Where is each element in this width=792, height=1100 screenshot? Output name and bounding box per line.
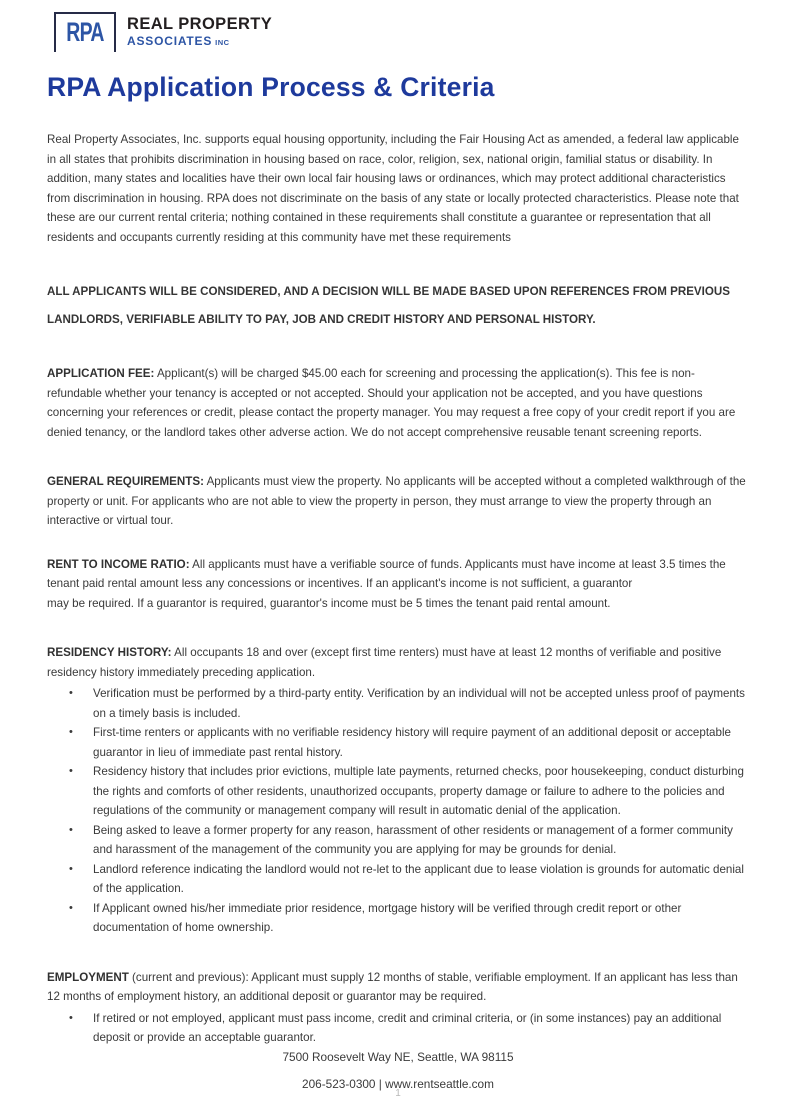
notice-paragraph: ALL APPLICANTS WILL BE CONSIDERED, AND A DECISION WILL BE MADE BASED UPON REFERENCES FROM PREVIOUS LANDLORDS, VERIFIABLE ABILITY TO PAY, JOB AND CREDIT HISTORY AND PERSONAL HISTORY. bbox=[47, 285, 730, 326]
employment-intro bbox=[47, 968, 749, 1007]
section-text-employment: (current and previous): Applicant must supply 12 months of stable, verifiable employment. If an applicant has less than 12 months of employment history, an additional deposit or guarantor may be required. bbox=[47, 970, 738, 1003]
employment-bullet-list bbox=[47, 1009, 749, 1048]
company-name-line1: REAL PROPERTY bbox=[127, 15, 273, 34]
page-title: RPA Application Process & Criteria bbox=[47, 72, 495, 102]
section-heading-rent-to-income: RENT TO INCOME RATIO: bbox=[47, 557, 190, 571]
list-item: • First-time renters or applicants with no verifiable residency history will require payment of an additional deposit or acceptable guarantor in lieu of immediate past rental history. bbox=[93, 723, 749, 762]
section-text2-rent-to-income: may be required. If a guarantor is required, guarantor's income must be 5 times the tenant paid rental amount. bbox=[47, 596, 611, 610]
footer-address: 7500 Roosevelt Way NE, Seattle, WA 98115 bbox=[282, 1049, 514, 1064]
list-item: • Residency history that includes prior evictions, multiple late payments, returned checks, poor housekeeping, conduct disturbing the rights and comforts of other residents, unauthorized occupants, property damage or failure to adhere to the policies and regulations of the community or management company will result in automatic denial of the application. bbox=[93, 762, 749, 821]
section-heading-general-requirements: GENERAL REQUIREMENTS: bbox=[47, 475, 204, 488]
list-item: • Verification must be performed by a third-party entity. Verification by an individual will not be accepted unless proof of payments on a timely basis is included. bbox=[93, 684, 749, 723]
company-logo bbox=[54, 12, 749, 52]
footer-contact: 206-523-0300 | www.rentseattle.com bbox=[302, 1076, 494, 1091]
company-wordmark bbox=[127, 15, 272, 48]
intro-paragraph: Real Property Associates, Inc. supports equal housing opportunity, including the Fair Housing Act as amended, a federal law applicable in all states that prohibits discrimination in housing based on race, color, religion, sex, national origin, familial status or disability. In addition, many states and localities have their own local fair housing laws or ordinances, which may protect additional characteristics from discrimination in housing. RPA does not discriminate on the basis of any state or locally protected characteristics. Please note that these are our current rental criteria; nothing contained in these requirements shall constitute a guarantee or representation that all residents and occupants currently residing at this community have met these requirements bbox=[47, 133, 739, 244]
section-text-general-requirements: Applicants must view the property. No applicants will be accepted without a completed walkthrough of the property or unit. For applicants who are not able to view the property in person, they must arrange to view the property through an interactive or virtual tour. bbox=[47, 475, 746, 527]
company-name-inc: INC bbox=[215, 38, 230, 48]
section-application-fee bbox=[47, 364, 749, 442]
section-heading-residency-history: RESIDENCY HISTORY: bbox=[47, 646, 172, 659]
footer-page-number: 1 bbox=[395, 1087, 401, 1099]
section-rent-to-income bbox=[47, 555, 749, 614]
list-item: • Being asked to leave a former property for any reason, harassment of other residents or management of a former community and harassment of the management of the community you are applying for may be grounds for denial. bbox=[93, 821, 749, 860]
page-footer bbox=[47, 1048, 749, 1100]
list-item: • If retired or not employed, applicant must pass income, credit and criminal criteria, or (in some instances) pay an additional deposit or provide an acceptable guarantor. bbox=[93, 1009, 749, 1048]
residency-history-bullet-list bbox=[47, 684, 749, 938]
company-name-associates: ASSOCIATES bbox=[127, 34, 213, 49]
section-employment bbox=[47, 968, 749, 1048]
section-residency-history bbox=[47, 643, 749, 938]
rpa-monogram-icon bbox=[54, 12, 116, 52]
rpa-monogram-text: RPA bbox=[66, 16, 104, 47]
section-heading-employment: EMPLOYMENT bbox=[47, 970, 129, 984]
residency-history-intro bbox=[47, 643, 749, 682]
section-heading-application-fee: APPLICATION FEE: bbox=[47, 367, 155, 380]
section-general-requirements bbox=[47, 472, 749, 531]
company-name-line2 bbox=[127, 35, 272, 48]
list-item: • If Applicant owned his/her immediate prior residence, mortgage history will be verified through credit report or other documentation of home ownership. bbox=[93, 899, 749, 938]
section-text-residency-history: All occupants 18 and over (except first time renters) must have at least 12 months of verifiable and positive residency history immediately preceding application. bbox=[47, 646, 722, 679]
list-item: • Landlord reference indicating the landlord would not re-let to the applicant due to lease violation is grounds for automatic denial of the application. bbox=[93, 860, 749, 899]
section-text-application-fee: Applicant(s) will be charged $45.00 each for screening and processing the application(s). This fee is non-refundable whether your tenancy is accepted or not accepted. Should your application not be accepted, and you have questions concerning your references or credit, please contact the property manager. You may request a free copy of your credit report if you are denied tenancy, or the landlord takes other adverse action. We do not accept comprehensive reusable tenant screening reports. bbox=[47, 367, 736, 439]
section-text-rent-to-income: All applicants must have a verifiable source of funds. Applicants must have income at least 3.5 times the tenant paid rental amount less any concessions or incentives. If an applicant's income is not sufficient, a guarantor bbox=[47, 557, 726, 590]
